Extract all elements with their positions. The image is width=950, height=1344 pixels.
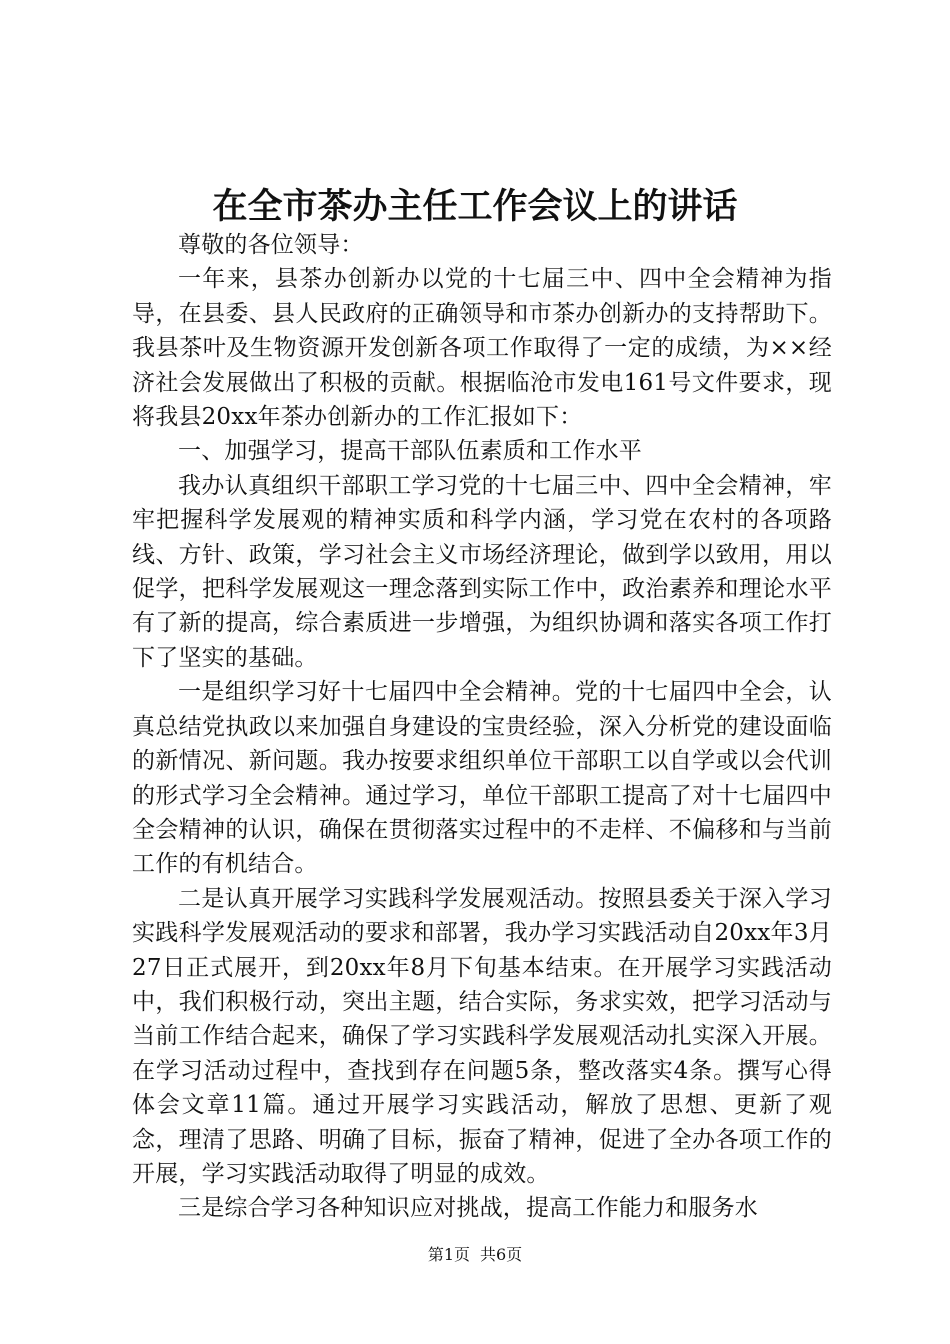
- body-paragraph: 二是认真开展学习实践科学发展观活动。按照县委关于深入学习实践科学发展观活动的要求和部署，我办学习实践活动自20xx年3月27日正式展开，到20xx年8月下旬基本结束。在开展学习实践活动中，我们积极行动，突出主题，结合实际，务求实效，把学习活动与当前工作结合起来，确保了学习实践科学发展观活动扎实深入开展。在学习活动过程中，查找到存在问题5条，整改落实4条。撰写心得体会文章11篇。通过开展学习实践活动，解放了思想、更新了观念，理清了思路、明确了目标，振奋了精神，促进了全办各项工作的开展，学习实践活动取得了明显的成效。: [132, 885, 832, 1187]
- body-paragraph: 我办认真组织干部职工学习党的十七届三中、四中全会精神，牢牢把握科学发展观的精神实质和科学内涵，学习党在农村的各项路线、方针、政策，学习社会主义市场经济理论，做到学以致用，用以促学，把科学发展观这一理念落到实际工作中，政治素养和理论水平有了新的提高，综合素质进一步增强，为组织协调和落实各项工作打下了坚实的基础。: [132, 472, 832, 671]
- section-heading: 一、加强学习，提高干部队伍素质和工作水平: [178, 438, 642, 465]
- salutation: 尊敬的各位领导：: [178, 232, 364, 258]
- body-paragraph: 一是组织学习好十七届四中全会精神。党的十七届四中全会，认真总结党执政以来加强自身建设的宝贵经验，深入分析党的建设面临的新情况、新问题。我办按要求组织单位干部职工以自学或以会代训的形式学习全会精神。通过学习，单位干部职工提高了对十七届四中全会精神的认识，确保在贯彻落实过程中的不走样、不偏移和与当前工作的有机结合。: [132, 679, 832, 878]
- body-paragraph: 三是综合学习各种知识应对挑战，提高工作能力和服务水: [178, 1195, 758, 1222]
- page-total: 共6页: [480, 1245, 523, 1264]
- page-number: 第1页: [427, 1245, 470, 1264]
- document-body: [132, 228, 832, 1226]
- page-footer: [0, 1243, 950, 1267]
- intro-paragraph: 一年来，县茶办创新办以党的十七届三中、四中全会精神为指导，在县委、县人民政府的正确领导和市茶办创新办的支持帮助下。我县茶叶及生物资源开发创新各项工作取得了一定的成绩，为××经济社会发展做出了积极的贡献。根据临沧市发电161号文件要求，现将我县20xx年茶办创新办的工作汇报如下：: [132, 266, 832, 431]
- document-title: 在全市茶办主任工作会议上的讲话: [212, 186, 738, 227]
